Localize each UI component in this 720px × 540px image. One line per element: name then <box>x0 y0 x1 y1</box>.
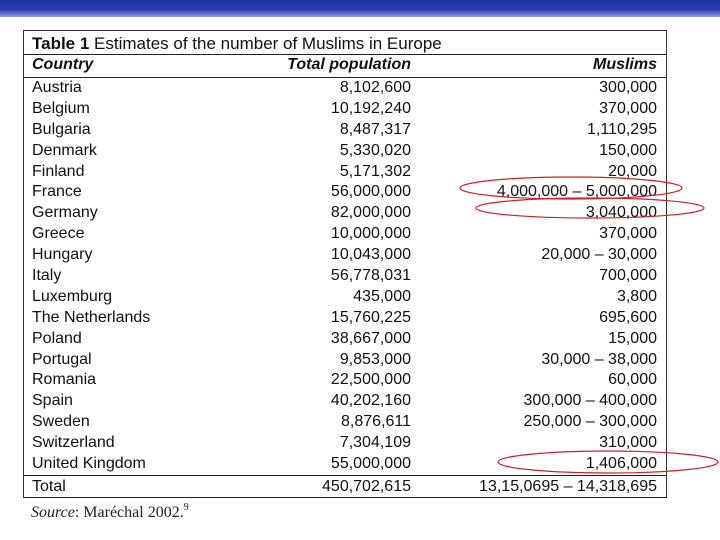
header-population: Total population <box>287 56 411 73</box>
row-country: Poland <box>32 329 82 347</box>
row-country: The Netherlands <box>32 308 151 326</box>
total-label: Total <box>32 478 66 495</box>
row-country: Portugal <box>32 350 92 368</box>
table-row <box>24 140 666 161</box>
table-row <box>24 181 666 202</box>
row-population: 40,202,160 <box>330 392 411 410</box>
row-muslims: 20,000 – 30,000 <box>541 246 657 264</box>
row-country: Finland <box>32 162 85 180</box>
row-population: 7,304,109 <box>339 434 411 452</box>
row-country: Denmark <box>32 141 97 159</box>
row-population: 38,667,000 <box>330 329 411 347</box>
muslims-estimates-table <box>23 30 667 498</box>
row-population: 10,043,000 <box>330 246 411 264</box>
row-country: Germany <box>32 204 98 222</box>
table-row <box>24 223 666 244</box>
header-rule-top <box>24 54 666 55</box>
table-row <box>24 119 666 140</box>
row-population: 8,102,600 <box>339 79 411 96</box>
row-muslims: 1,406,000 <box>585 455 657 473</box>
row-population: 8,876,611 <box>341 413 411 431</box>
table-row <box>24 307 666 328</box>
row-population: 9,853,000 <box>339 350 411 368</box>
table-row <box>24 202 666 223</box>
row-population: 435,000 <box>353 287 411 305</box>
source-label: Source <box>31 504 75 521</box>
table-row <box>24 265 666 286</box>
table-row <box>24 432 666 453</box>
row-muslims: 3,800 <box>616 287 657 305</box>
row-muslims: 250,000 – 300,000 <box>523 413 657 431</box>
table-header-row <box>24 56 666 78</box>
table-row <box>24 286 666 307</box>
header-muslims: Muslims <box>592 56 657 73</box>
row-population: 10,192,240 <box>330 99 411 117</box>
table-caption <box>32 34 442 54</box>
row-population: 82,000,000 <box>330 204 411 222</box>
table-row <box>24 244 666 265</box>
row-muslims: 300,000 <box>599 79 657 96</box>
row-country: Hungary <box>32 246 93 264</box>
row-country: United Kingdom <box>32 455 146 473</box>
row-muslims: 700,000 <box>599 267 657 285</box>
header-country: Country <box>32 56 94 73</box>
total-population: 450,702,615 <box>322 478 411 495</box>
table-row <box>24 98 666 119</box>
table-title: Estimates of the number of Muslims in Europe <box>89 34 442 53</box>
row-muslims: 310,000 <box>599 434 657 452</box>
row-country: France <box>32 183 82 201</box>
row-population: 56,000,000 <box>330 183 411 201</box>
row-muslims: 20,000 <box>608 162 657 180</box>
row-population: 15,760,225 <box>330 308 411 326</box>
table-row <box>24 349 666 370</box>
row-country: Greece <box>32 225 85 243</box>
row-country: Belgium <box>32 99 90 117</box>
row-country: Spain <box>32 392 73 410</box>
table-row <box>24 369 666 390</box>
row-muslims: 695,600 <box>599 308 657 326</box>
table-row <box>24 411 666 432</box>
row-country: Bulgaria <box>32 120 91 138</box>
table-row <box>24 453 666 474</box>
row-muslims: 150,000 <box>599 141 657 159</box>
row-muslims: 15,000 <box>608 329 657 347</box>
top-banner <box>0 0 720 17</box>
table-body <box>24 77 666 474</box>
row-population: 5,330,020 <box>339 141 411 159</box>
row-country: Austria <box>32 79 82 96</box>
total-row <box>24 476 666 497</box>
table-row <box>24 77 666 98</box>
row-muslims: 3,040,000 <box>585 204 657 222</box>
footnote-marker: 9 <box>183 502 189 513</box>
row-population: 22,500,000 <box>330 371 411 389</box>
row-muslims: 1,110,295 <box>587 120 657 138</box>
row-country: Italy <box>32 267 62 285</box>
row-country: Switzerland <box>32 434 115 452</box>
row-muslims: 300,000 – 400,000 <box>523 392 657 410</box>
row-population: 8,487,317 <box>339 120 411 138</box>
row-muslims: 370,000 <box>599 99 657 117</box>
row-muslims: 30,000 – 38,000 <box>541 350 657 368</box>
table-row <box>24 390 666 411</box>
row-population: 10,000,000 <box>330 225 411 243</box>
source-note <box>31 502 189 522</box>
source-text: : Maréchal 2002. <box>74 504 184 521</box>
row-country: Romania <box>32 371 97 389</box>
table-row <box>24 328 666 349</box>
row-population: 5,171,302 <box>339 162 411 180</box>
total-muslims: 13,15,0695 – 14,318,695 <box>479 478 657 495</box>
table-row <box>24 161 666 182</box>
row-muslims: 60,000 <box>608 371 657 389</box>
row-country: Sweden <box>32 413 90 431</box>
row-population: 55,000,000 <box>330 455 411 473</box>
bottom-rule <box>24 497 666 498</box>
table-number: Table 1 <box>32 34 90 53</box>
row-muslims: 370,000 <box>599 225 657 243</box>
row-muslims: 4,000,000 – 5,000,000 <box>496 183 657 201</box>
row-population: 56,778,031 <box>330 267 411 285</box>
row-country: Luxemburg <box>32 287 113 305</box>
